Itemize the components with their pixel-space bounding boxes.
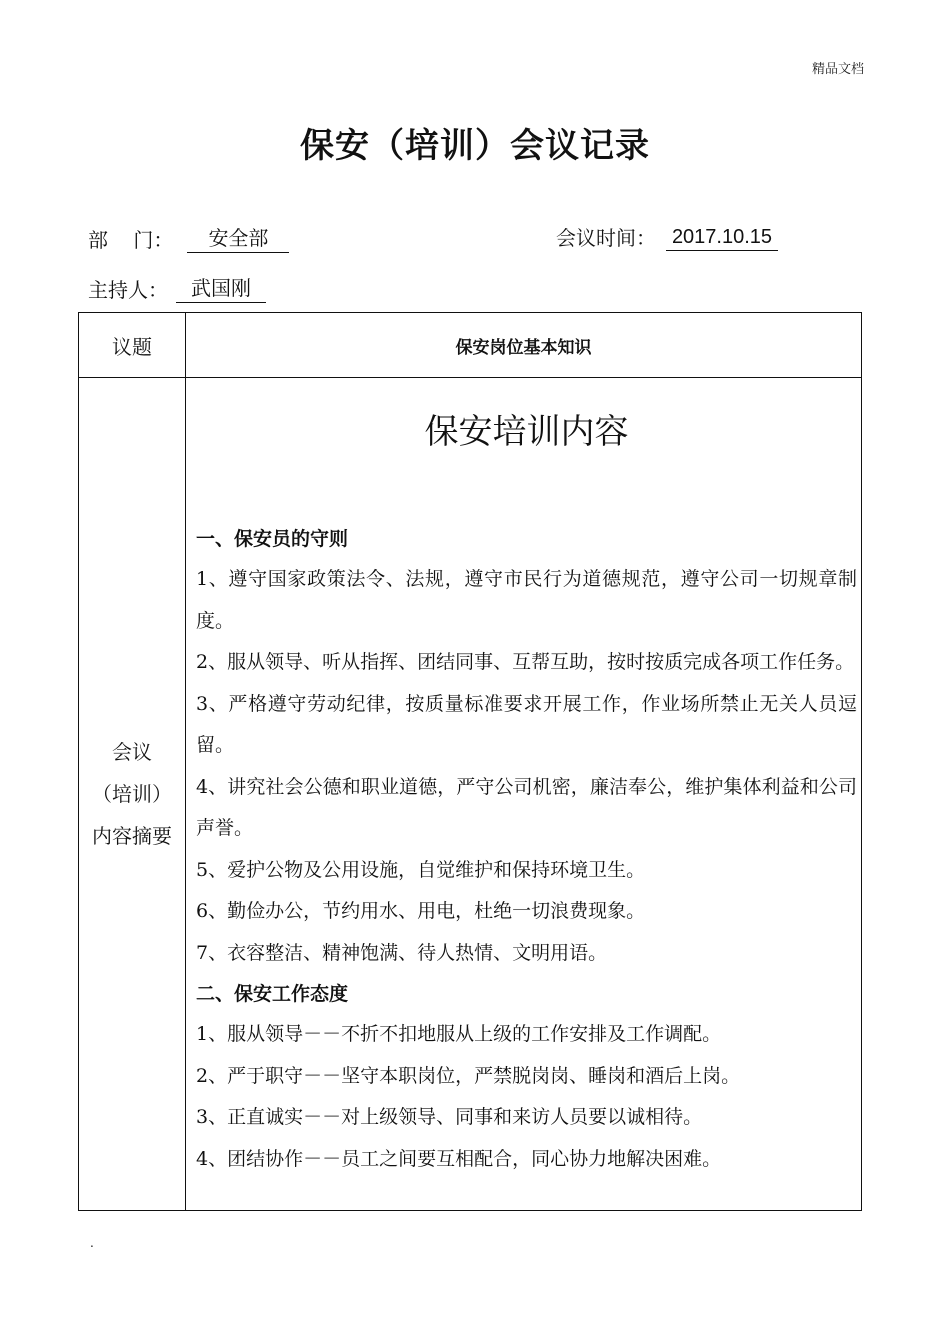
rule-item: 1、遵守国家政策法令、法规，遵守市民行为道德规范，遵守公司一切规章制度。 [196, 568, 857, 632]
department-row [88, 222, 289, 253]
department-label: 部 门： [88, 228, 174, 252]
department-value: 安全部 [187, 222, 289, 253]
section-title-rules: 一、保安员的守则 [196, 528, 349, 550]
footer-mark: . [90, 1236, 94, 1250]
content-row [79, 378, 862, 1211]
topic-value: 保安岗位基本知识 [186, 313, 862, 378]
topic-label: 议题 [79, 313, 186, 378]
content-summary [186, 378, 862, 1211]
attitude-item: 2、严于职守－－坚守本职岗位，严禁脱岗岗、睡岗和酒后上岗。 [196, 1064, 741, 1087]
meeting-time-row [556, 222, 778, 251]
rule-item: 5、爱护公物及公用设施，自觉维护和保持环境卫生。 [196, 858, 646, 881]
meeting-record-table [78, 312, 862, 1211]
header-note: 精品文档 [811, 62, 864, 77]
attitude-item: 4、团结协作－－员工之间要互相配合，同心协力地解决困难。 [196, 1147, 722, 1170]
host-value: 武国刚 [176, 272, 266, 303]
host-row [88, 272, 266, 303]
attitude-item: 1、服从领导－－不折不扣地服从上级的工作安排及工作调配。 [196, 1023, 722, 1045]
content-label-line: 内容摘要 [92, 824, 172, 848]
rule-item: 3、严格遵守劳动纪律，按质量标准要求开展工作，作业场所禁止无关人员逗留。 [196, 692, 857, 756]
content-label-line: 会议 [112, 740, 152, 764]
rule-item: 7、衣容整洁、精神饱满、待人热情、文明用语。 [196, 941, 608, 964]
rule-item: 6、勤俭办公，节约用水、用电，杜绝一切浪费现象。 [196, 900, 646, 922]
rule-item: 2、服从领导、听从指挥、团结同事、互帮互助，按时按质完成各项工作任务。 [196, 651, 855, 673]
rule-item: 4、讲究社会公德和职业道德，严守公司机密，廉洁奉公，维护集体利益和公司声誉。 [196, 775, 857, 839]
meeting-time-label: 会议时间： [556, 226, 656, 250]
training-content-heading: 保安培训内容 [424, 412, 629, 452]
meeting-time-value: 2017.10.15 [666, 226, 778, 251]
attitude-item: 3、正直诚实－－对上级领导、同事和来访人员要以诚相待。 [196, 1106, 703, 1128]
topic-row [79, 313, 862, 378]
document-title: 保安（培训）会议记录 [300, 126, 650, 166]
content-summary-label [79, 378, 186, 1211]
section-title-attitude: 二、保安工作态度 [196, 983, 349, 1005]
host-label: 主持人： [88, 278, 168, 302]
content-label-line: （培训） [92, 782, 172, 806]
